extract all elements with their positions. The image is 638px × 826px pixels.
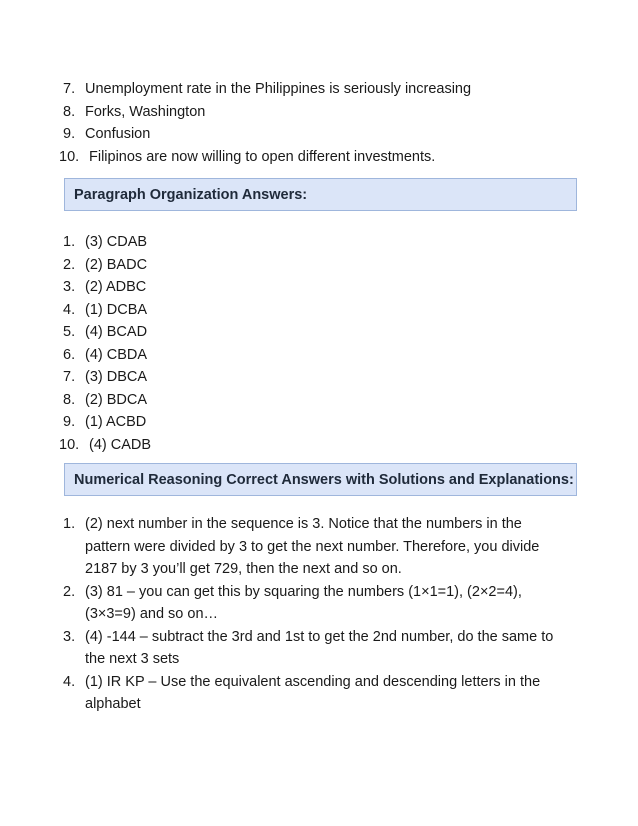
item-text: (3) DBCA bbox=[85, 369, 148, 385]
item-text: (2) BDCA bbox=[85, 391, 148, 408]
list-item bbox=[63, 626, 555, 671]
section-heading-text: Paragraph Organization Answers: bbox=[74, 187, 308, 203]
item-text bbox=[85, 513, 555, 581]
item-text: Forks, Washington bbox=[85, 103, 206, 120]
item-number: 8. bbox=[63, 391, 76, 408]
item-number: 10. bbox=[59, 148, 80, 165]
item-text: (4) CBDA bbox=[85, 346, 148, 363]
list-item bbox=[63, 513, 555, 581]
item-text: (1) DCBA bbox=[85, 301, 148, 318]
item-text-line: pattern were divided by 3 to get the next number. Therefore, you divide bbox=[85, 538, 540, 555]
item-text: (3) CDAB bbox=[85, 234, 148, 250]
item-text-line: (1) IR KP – Use the equivalent ascending and descending letters in the bbox=[85, 673, 541, 690]
section-heading-paragraph bbox=[64, 178, 577, 211]
list-item bbox=[63, 581, 555, 626]
section-heading-text: Numerical Reasoning Correct Answers with Solutions and Explanations: bbox=[74, 472, 574, 488]
section-heading-numerical bbox=[64, 463, 577, 496]
item-text: Confusion bbox=[85, 126, 151, 142]
item-number: 2. bbox=[63, 583, 76, 600]
item-number: 3. bbox=[63, 628, 76, 645]
item-number: 1. bbox=[63, 516, 76, 532]
item-text: (2) BADC bbox=[85, 256, 148, 273]
item-text: (2) ADBC bbox=[85, 279, 147, 295]
item-text: (4) CADB bbox=[89, 436, 152, 453]
item-text-line: (3×3=9) and so on… bbox=[85, 606, 219, 622]
item-number: 2. bbox=[63, 256, 76, 273]
item-text-line: alphabet bbox=[85, 696, 141, 712]
item-text: Filipinos are now willing to open different investments. bbox=[89, 148, 436, 165]
item-text-line: the next 3 sets bbox=[85, 651, 180, 667]
item-number: 6. bbox=[63, 346, 76, 363]
item-number: 9. bbox=[63, 126, 76, 142]
item-number: 3. bbox=[63, 279, 76, 295]
numerical-answer-list bbox=[63, 513, 555, 716]
item-text bbox=[85, 626, 555, 671]
item-number: 9. bbox=[63, 414, 76, 430]
item-text: Unemployment rate in the Philippines is seriously increasing bbox=[85, 81, 472, 97]
item-text-line: 2187 by 3 you’ll get 729, then the next and so on. bbox=[85, 561, 402, 577]
list-item bbox=[63, 671, 555, 716]
item-number: 4. bbox=[63, 301, 76, 318]
item-number: 4. bbox=[63, 673, 76, 690]
item-number: 8. bbox=[63, 103, 76, 120]
item-text bbox=[85, 581, 555, 626]
item-text-line: (3) 81 – you can get this by squaring the numbers (1×1=1), (2×2=4), bbox=[85, 583, 522, 600]
item-number: 7. bbox=[63, 81, 76, 97]
item-number: 1. bbox=[63, 234, 76, 250]
item-text bbox=[85, 671, 555, 716]
item-number: 7. bbox=[63, 369, 76, 385]
item-text: (4) BCAD bbox=[85, 324, 148, 340]
item-number: 10. bbox=[59, 436, 80, 453]
item-text: (1) ACBD bbox=[85, 414, 147, 430]
item-text-line: (4) -144 – subtract the 3rd and 1st to get the 2nd number, do the same to bbox=[85, 628, 554, 645]
item-text-line: (2) next number in the sequence is 3. Notice that the numbers in the bbox=[85, 516, 522, 532]
item-number: 5. bbox=[63, 324, 76, 340]
